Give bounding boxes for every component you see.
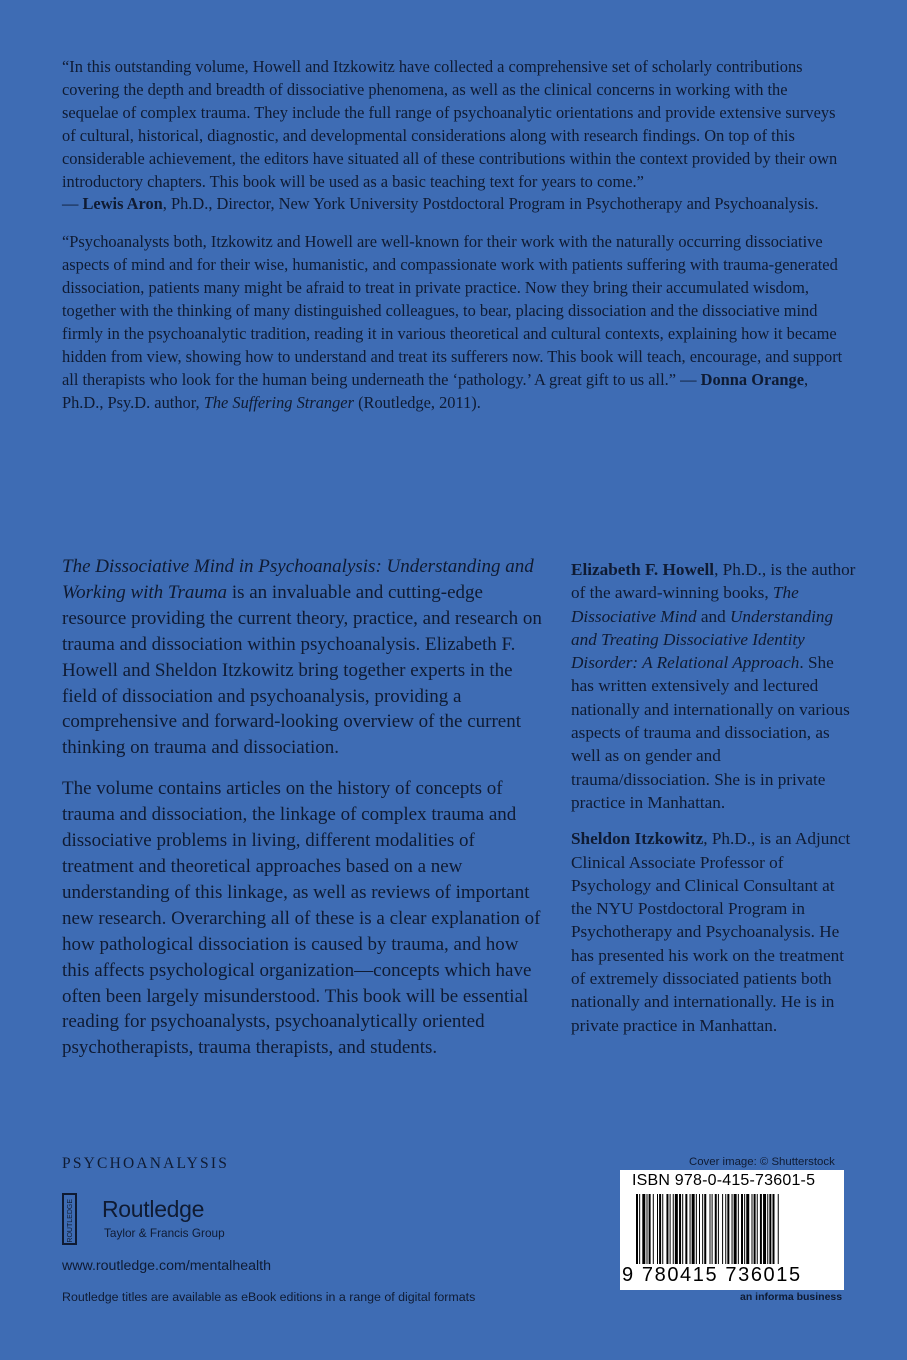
isbn-barcode (620, 1170, 844, 1290)
bio-text: . She has written extensively and lectured nationally and internationally on various aspects of trauma and dissociation, as well as on gender and trauma/dissociation. She is in private practice in Manhattan. (571, 653, 850, 812)
barcode-bar (746, 1194, 749, 1264)
editor-bios (571, 558, 856, 1037)
barcode-bar (738, 1194, 739, 1264)
barcode-bar (712, 1194, 713, 1264)
informa-tagline: an informa business (740, 1291, 843, 1303)
barcode-bar (763, 1194, 766, 1264)
bio-name: Sheldon Itzkowitz (571, 829, 704, 849)
endorsement-dash: — (62, 194, 83, 214)
barcode-bar (702, 1194, 703, 1264)
bio-itzkowitz (571, 827, 856, 1037)
barcode-bar (639, 1194, 640, 1264)
barcode-bars-icon (636, 1194, 834, 1264)
bio-name: Elizabeth F. Howell (571, 560, 715, 579)
barcode-bar (653, 1194, 654, 1264)
barcode-digits: 9 780415 736015 (622, 1264, 802, 1286)
barcode-bar (673, 1194, 674, 1264)
endorsement-credential: , Ph.D., Psy.D. author, (62, 369, 809, 412)
publisher-group: Taylor & Francis Group (104, 1226, 225, 1240)
description-text: is an invaluable and cutting-edge resource providing the current theory, practice, and research on trauma and dissociation within psychoanalysis. Elizabeth F. Howell and Sheldon Itzkowitz bring together experts in the field of dissociation and psychoanalysis, providing a comprehensive and forward-looking overview of the current thinking on trauma and dissociation. (62, 581, 542, 759)
bio-text: and (696, 606, 730, 626)
subject-category: PSYCHOANALYSIS (62, 1155, 230, 1172)
description-paragraph-1 (62, 554, 542, 761)
endorsement-paragraph (62, 56, 846, 216)
endorsement-paragraph (62, 231, 846, 414)
bio-book-title: Understanding and Treating Dissociative Identity Disorder: A Relational Approach (571, 606, 834, 673)
isbn-number: ISBN 978-0-415-73601-5 (632, 1172, 816, 1189)
barcode-bar (662, 1194, 663, 1264)
barcode-bar (647, 1194, 648, 1264)
endorsement-author: Donna Orange (700, 369, 805, 389)
bio-book-title: The Dissociative Mind (571, 583, 799, 626)
endorsement-credential: , Ph.D., Director, New York University Postdoctoral Program in Psychotherapy and Psychoanalysis. (162, 194, 819, 214)
barcode-bar (659, 1194, 661, 1264)
bio-text: , Ph.D., is the author of the award-winning books, (571, 560, 856, 603)
description-book-title: The Dissociative Mind in Psychoanalysis: Understanding and Working with Trauma (62, 556, 534, 603)
barcode-bar (690, 1194, 691, 1264)
endorsement-text: “Psychoanalysts both, Itzkowitz and Howell are well-known for their work with the naturally occurring dissociative aspects of mind and for their wise, humanistic, and compassionate work with patients suffering with trauma-generated dissociation, patients many might be afraid to treat in private practice. Now they bring their accumulated wisdom, together with the thinking of many distinguished colleagues, to bear, placing dissociation and the dissociative mind firmly in the psychoanalytic tradition, reading it in various theoretical and cultural contexts, explaining how it became hidden from view, showing how to understand and treat its sufferers now. This book will teach, encourage, and support all therapists who look for the human being underneath the ‘pathology.’ A great gift to us all.” (62, 232, 843, 389)
endorsement-author: Lewis Aron (82, 194, 163, 214)
barcode-bar (744, 1194, 745, 1264)
barcode-bar (710, 1194, 711, 1264)
logo-mark-text: ROUTLEDGE (67, 1199, 74, 1243)
barcode-bar (741, 1194, 743, 1264)
barcode-bar (704, 1194, 706, 1264)
barcode-bar (657, 1194, 658, 1264)
barcode-bar (757, 1194, 758, 1264)
barcode-bar (754, 1194, 756, 1264)
endorsement-orange (62, 231, 846, 414)
bio-text: , Ph.D., is an Adjunct Clinical Associate Professor of Psychology and Clinical Consultant at the NYU Postdoctoral Program in Psychotherapy and Psychoanalysis. He has presented his work on the treatment of extremely dissociated patients both nationally and internationally. He is in private practice in Manhattan. (571, 829, 851, 1035)
book-description (62, 554, 542, 1061)
barcode-bar (722, 1194, 723, 1264)
barcode-bar (734, 1194, 737, 1264)
bio-howell (571, 558, 856, 814)
barcode-bar (715, 1194, 717, 1264)
endorsement-text: “In this outstanding volume, Howell and Itzkowitz have collected a comprehensive set of scholarly contributions covering the depth and breadth of dissociative phenomena, as well as the clinical concerns in working with the sequelae of complex trauma. They include the full range of psychoanalytic orientations and provide extensive surveys of cultural, historical, diagnostic, and developmental considerations along with research findings. On top of this considerable achievement, the editors have situated all of these contributions within the context provided by their own introductory chapters. This book will be used as a basic teaching text for years to come.” (62, 57, 838, 191)
description-paragraph-2: The volume contains articles on the history of concepts of trauma and dissociation, the linkage of complex trauma and dissociative problems in living, different modalities of treatment and theoretical approaches based on a new understanding of this linkage, as well as reviews of important new research. Overarching all of these is a clear explanation of how pathological dissociation is caused by trauma, and how this affects psychological organization—concepts which have often been largely misunderstood. This book will be essential reading for psychoanalysts, psychoanalytically oriented psychotherapists, trauma therapists, and students. (62, 778, 541, 1059)
barcode-bar (699, 1194, 700, 1264)
publisher-url: www.routledge.com/mentalhealth (62, 1258, 271, 1274)
barcode-bar (718, 1194, 719, 1264)
barcode-bar (685, 1194, 687, 1264)
ebook-note: Routledge titles are available as eBook editions in a range of digital formats (62, 1290, 476, 1304)
barcode-bar (696, 1194, 697, 1264)
barcode-bar (679, 1194, 681, 1264)
endorsements (62, 56, 846, 415)
barcode-bar (666, 1194, 668, 1264)
cover-credit: Cover image: © Shutterstock (689, 1156, 835, 1168)
barcode-bar (675, 1194, 678, 1264)
barcode-bar (727, 1194, 729, 1264)
barcode-bar (670, 1194, 671, 1264)
barcode-bar (752, 1194, 753, 1264)
routledge-logo-icon (62, 1193, 77, 1245)
barcode-bar (682, 1194, 683, 1264)
barcode-bar (769, 1194, 771, 1264)
barcode-bar (649, 1194, 651, 1264)
barcode-bar (767, 1194, 768, 1264)
endorsement-dash: — (676, 369, 701, 389)
barcode-bar (732, 1194, 733, 1264)
barcode-bar (760, 1194, 762, 1264)
barcode-bar (778, 1194, 779, 1264)
barcode-bar (725, 1194, 726, 1264)
publisher-name: Routledge (102, 1196, 205, 1222)
barcode-bar (642, 1194, 645, 1264)
barcode-bar (636, 1194, 638, 1264)
endorsement-publisher-note: (Routledge, 2011). (353, 392, 481, 412)
barcode-bar (692, 1194, 695, 1264)
barcode-bar (773, 1194, 775, 1264)
endorsement-book-title: The Suffering Stranger (203, 392, 354, 412)
endorsement-aron (62, 56, 846, 216)
